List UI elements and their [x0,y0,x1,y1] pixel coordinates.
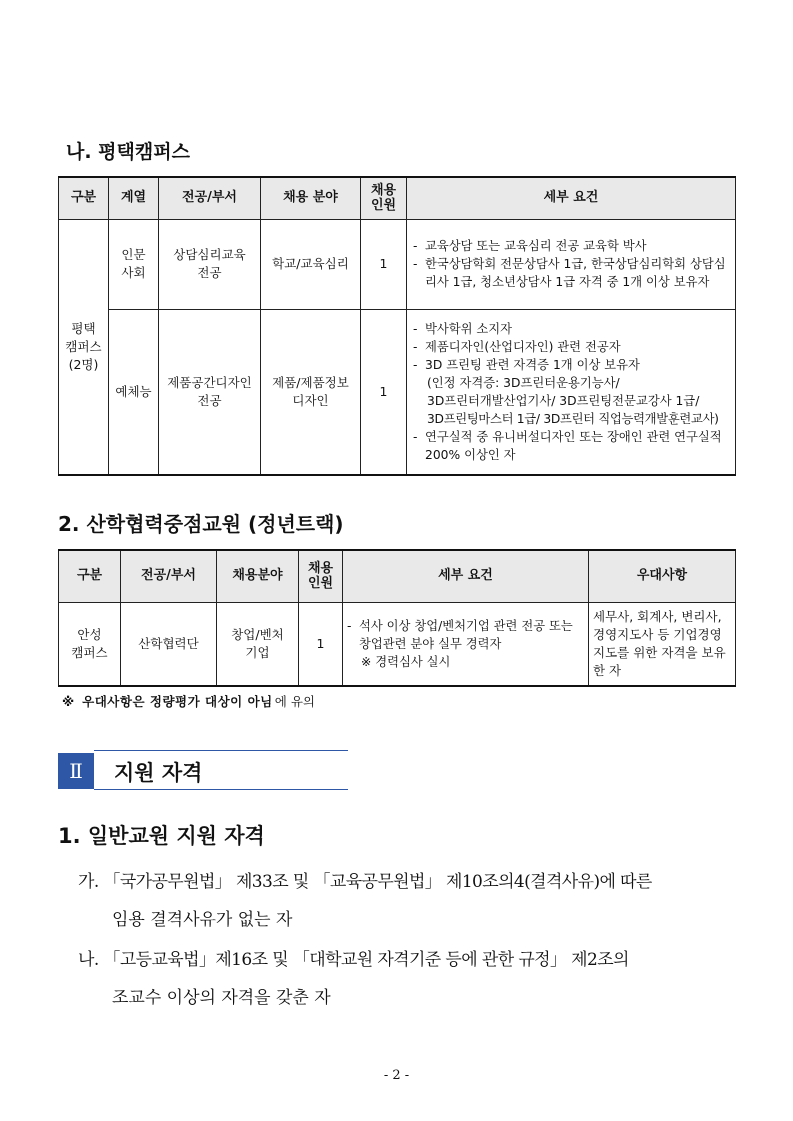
table-row [59,219,736,309]
count-cell: 1 [361,309,407,475]
header-area: 채용분야 [217,550,299,602]
detail-subitem: 3D프린팅마스터 1급/ 3D프린터 직업능력개발훈련교사) [427,411,719,426]
header-field: 계열 [109,177,159,219]
header-details: 세부 요건 [343,550,589,602]
header-major: 전공/부서 [121,550,217,602]
details-cell [407,309,736,475]
pyeongtaek-recruitment-table [58,176,736,476]
qualification-item-ga [78,870,738,932]
header-category: 구분 [59,177,109,219]
detail-subitem: ※ 경력심사 실시 [361,654,451,669]
note-rest-text: 에 유의 [274,694,315,709]
chapter-title: 지원 자격 [114,761,203,785]
campus-cell: 평택 캠퍼스 (2명) [59,219,109,475]
details-cell [407,219,736,309]
count-cell: 1 [299,602,343,686]
paragraph-line: 조교수 이상의 자격을 갖춘 자 [112,988,331,1008]
header-count: 채용 인원 [361,177,407,219]
campus-cell: 안성 캠퍼스 [59,602,121,686]
details-list [343,617,588,671]
header-count: 채용 인원 [299,550,343,602]
header-details: 세부 요건 [407,177,736,219]
area-cell: 제품/제품정보 디자인 [261,309,361,475]
major-cell: 산학협력단 [121,602,217,686]
detail-item: - 제품디자인(산업디자인) 관련 전공자 [413,338,731,356]
table-header-row [59,550,736,602]
field-cell: 인문 사회 [109,219,159,309]
page-number: - 2 - [383,1068,410,1083]
details-list [407,320,735,464]
chapter-top-rule [94,750,348,751]
header-area: 채용 분야 [261,177,361,219]
note-mark: ※ [62,694,75,709]
detail-item: - 3D 프린팅 관련 자격증 1개 이상 보유자 [413,356,731,374]
preference-cell: 세무사, 회계사, 변리사, 경영지도사 등 기업경영지도를 위한 자격을 보유한 자 [589,602,736,686]
area-cell: 창업/벤처 기업 [217,602,299,686]
detail-item: - 교육상담 또는 교육심리 전공 교육학 박사 [413,237,731,255]
industry-cooperation-table [58,549,736,687]
section-title-industry-cooperation: 2. 산학협력중점교원 (정년트랙) [58,512,344,536]
table-row [59,309,736,475]
header-major: 전공/부서 [159,177,261,219]
detail-item: - 박사학위 소지자 [413,320,731,338]
paragraph-line: 임용 결격사유가 없는 자 [112,910,293,930]
paragraph-line: 나. 「고등교육법」제16조 및 「대학교원 자격기준 등에 관한 규정」 제2조의 [78,950,629,970]
section-title-pyeongtaek: 나. 평택캠퍼스 [66,141,190,163]
detail-item: - 석사 이상 창업/벤처기업 관련 전공 또는 창업관련 분야 실무 경력자 [347,617,584,653]
details-list [407,237,735,291]
section-title-general-qualification: 1. 일반교원 지원 자격 [58,824,265,848]
header-category: 구분 [59,550,121,602]
major-cell: 상담심리교육 전공 [159,219,261,309]
table-row [59,602,736,686]
area-cell: 학교/교육심리 [261,219,361,309]
detail-item: - 한국상담학회 전문상담사 1급, 한국상담심리학회 상담심리사 1급, 청소년상담사 1급 자격 중 1개 이상 보유자 [413,255,731,291]
detail-item: - 연구실적 중 유니버설디자인 또는 장애인 관련 연구실적 200% 이상인 자 [413,428,731,464]
detail-subitem: (인정 자격증: 3D프린터운용기능사/ [427,375,620,390]
count-cell: 1 [361,219,407,309]
table-header-row [59,177,736,219]
chapter-numeral-badge: Ⅱ [58,753,94,789]
chapter-bottom-rule [94,789,348,790]
detail-subitem: 3D프린터개발산업기사/ 3D프린팅전문교강사 1급/ [427,393,700,408]
major-cell: 제품공간디자인 전공 [159,309,261,475]
qualification-item-na [78,948,738,1010]
preference-note [62,692,315,710]
note-bold-text: 우대사항은 정량평가 대상이 아님 [82,694,273,709]
paragraph-line: 가. 「국가공무원법」 제33조 및 「교육공무원법」 제10조의4(결격사유)에 따른 [78,872,652,892]
field-cell: 예체능 [109,309,159,475]
details-cell [343,602,589,686]
header-preference: 우대사항 [589,550,736,602]
